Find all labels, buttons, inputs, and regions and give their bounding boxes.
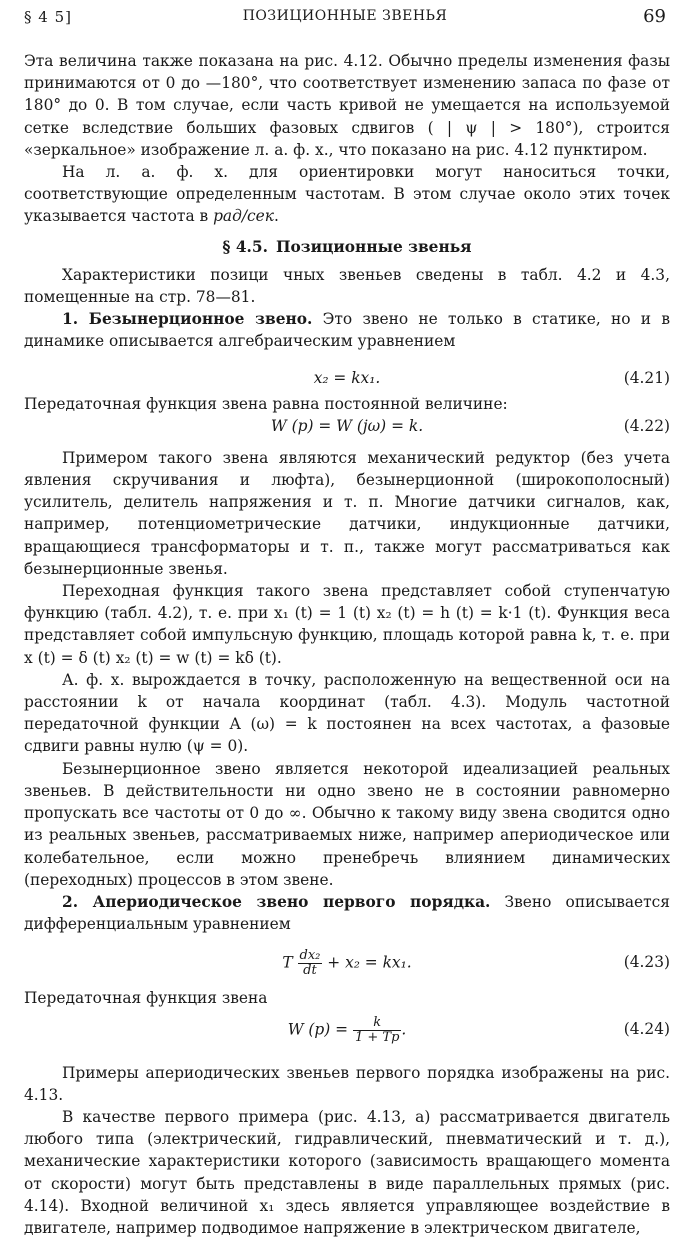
paragraph: Передаточная функция звена равна постоянной величине:	[24, 394, 508, 413]
equation-formula	[24, 1016, 670, 1045]
eq-rest: .	[401, 1020, 407, 1039]
equation-4-23	[24, 941, 670, 987]
page-header	[24, 8, 666, 30]
paragraph: Примеры апериодических звеньев первого порядка изображены на рис. 4.13.	[24, 1063, 670, 1104]
paragraph	[24, 308, 670, 352]
equation-4-24	[24, 1010, 670, 1056]
paragraph	[24, 161, 670, 228]
equation-number: (4.23)	[623, 953, 670, 972]
paragraph: Безынерционное звено является некоторой идеализацией реальных звеньев. В действительности ни одно звено не в состоянии равномерно пропускать все частоты от 0 до ∞. Обычно к такому виду звена сводится одно из реальных звеньев, рассматриваемых ниже, например апериодическое или колебательное, если можно пренебречь влиянием динамических (переходных) процессов в этом звене.	[24, 759, 670, 889]
equation-4-22	[24, 415, 670, 441]
eq-fraction	[298, 949, 323, 978]
paragraph-end: .	[273, 207, 279, 226]
running-title: ПОЗИЦИОННЫЕ ЗВЕНЬЯ	[242, 8, 448, 24]
section-heading	[24, 236, 670, 258]
paragraph-text: На л. а. ф. х. для ориентировки могут наноситься точки, соответствующие определенным частотам. В этом случае около этих точек указывается частота в	[24, 163, 670, 226]
paragraph-text: Это звено не только в статике, но и в динамике описывается алгебраическим уравнением	[24, 310, 670, 351]
eq-numerator: k	[353, 1016, 401, 1031]
eq-denominator: dt	[303, 963, 317, 979]
equation-formula: W (p) = W (jω) = k.	[270, 416, 424, 435]
paragraph: Эта величина также показана на рис. 4.12. Обычно пределы изменения фазы принимаются от 0 до —180°, что соответствует изменению запаса по фазе от 180° до 0. В том случае, если часть кривой не умещается на используемой сетке вследствие больших фазовых сдвигов ( | ψ | > 180°), строится «зеркальное» изображение л. а. ф. х., что показано на рис. 4.12 пунктиром.	[24, 52, 670, 159]
equation-formula	[24, 949, 670, 978]
paragraph	[24, 891, 670, 935]
paragraph-text: Звено описывается дифференциальным уравнением	[24, 892, 670, 934]
equation-number: (4.21)	[623, 368, 670, 387]
equation-number: (4.24)	[623, 1019, 670, 1038]
eq-rest: + x₂ = kx₁.	[327, 953, 412, 972]
equation-number: (4.22)	[623, 416, 670, 435]
unit-text: рад/сек	[213, 207, 274, 226]
paragraph: Передаточная функция звена	[24, 989, 268, 1008]
paragraph: А. ф. х. вырождается в точку, расположенную на вещественной оси на расстоянии k от начала координат (табл. 4.3). Модуль частотной передаточной функции A (ω) = k постоянен на всех частотах, а фазовые сдвиги равны нулю (ψ = 0).	[24, 670, 670, 756]
paragraph: Примером такого звена являются механический редуктор (без учета явления скручивания и люфта), безынерционной (широкополосный) усилитель, делитель напряжения и т. п. Многие датчики сигналов, как, например, потенциометрические датчики, индукционные датчики, вращающиеся трансформаторы и т. п., также могут рассматриваться как безынерционные звенья.	[24, 448, 670, 578]
eq-lhs: W (p) =	[287, 1020, 349, 1039]
eq-coefficient: T	[282, 953, 293, 972]
eq-fraction	[353, 1016, 401, 1045]
section-title: Позиционные звенья	[275, 237, 472, 256]
equation-formula: x₂ = kx₁.	[313, 368, 381, 387]
subsection-heading: 2. Апериодическое звено первого порядка.	[62, 892, 491, 911]
equation-4-21	[24, 367, 670, 393]
paragraph: Характеристики позици чных звеньев сведены в табл. 4.2 и 4.3, помещенные на стр. 78—81.	[24, 265, 670, 307]
section-number: § 4.5.	[222, 237, 268, 256]
eq-denominator: 1 + Tp	[354, 1029, 400, 1045]
paragraph: В качестве первого примера (рис. 4.13, а) рассматривается двигатель любого типа (электрический, гидравлический, пневматический и т. д.), механические характеристики которого (зависимость вращающего момента от скорости) могут быть представлены в виде параллельных прямых (рис. 4.14). Входной величиной x₁ здесь является управляющее воздействие в двигателе, например подводимое напряжение в электрическом двигателе,	[24, 1107, 670, 1237]
subsection-heading: 1. Безынерционное звено.	[62, 310, 313, 329]
page-number: 69	[643, 6, 666, 27]
header-section-ref: § 4 5]	[24, 8, 72, 26]
body-text	[24, 50, 670, 1239]
eq-numerator: dx₂	[299, 948, 321, 964]
paragraph: Переходная функция такого звена представляет собой ступенчатую функцию (табл. 4.2), т. е. при x₁ (t) = 1 (t) x₂ (t) = h (t) = k·1 (t). Функция веса представляет собой импульсную функцию, площадь которой равна k, т. е. при x (t) = δ (t) x₂ (t) = w (t) = kδ (t).	[24, 582, 670, 667]
